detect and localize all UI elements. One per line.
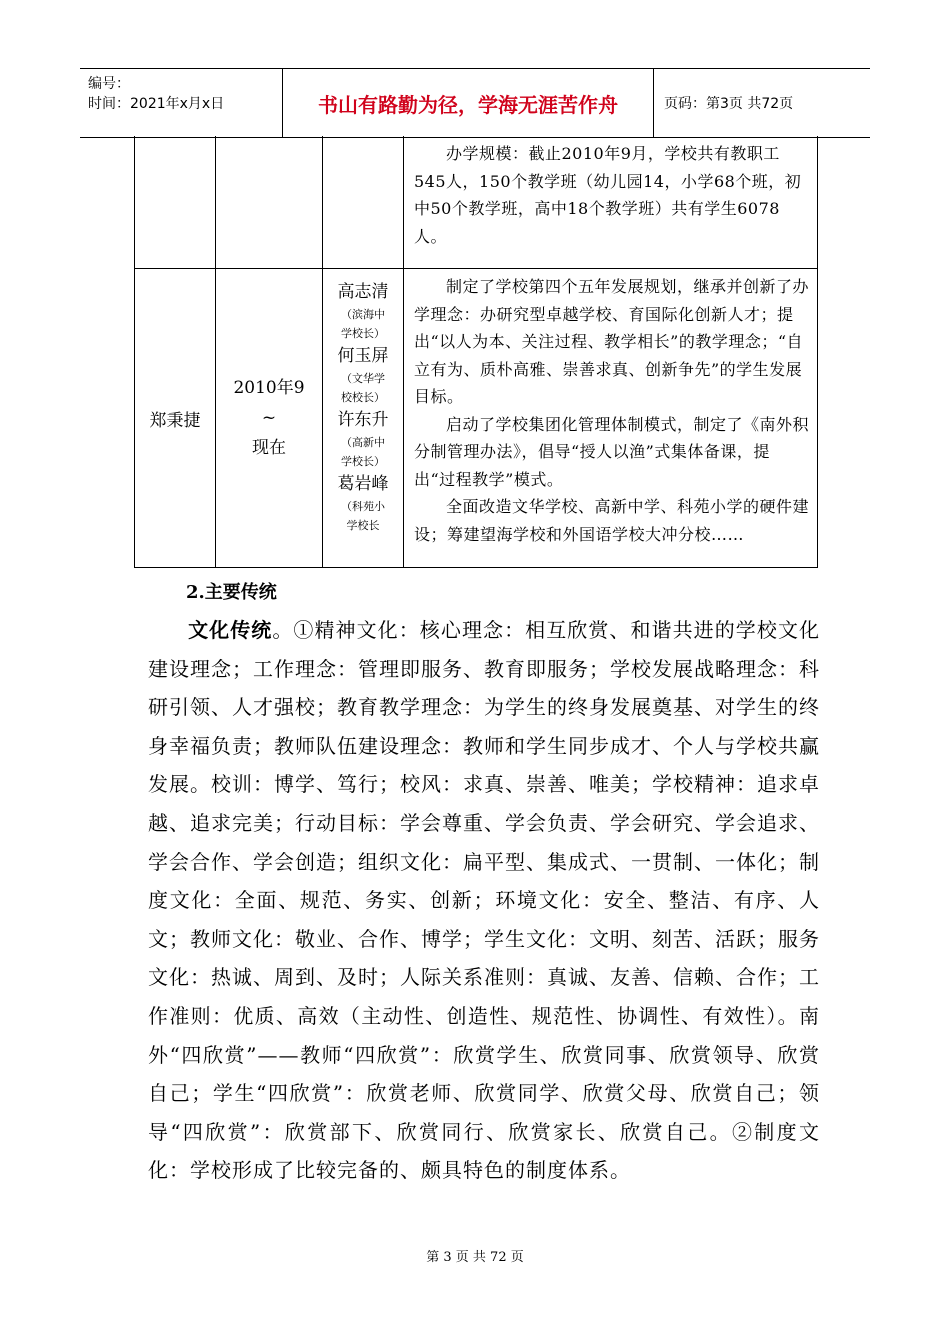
person-note: （滨海中学校长） [341, 308, 385, 340]
paragraph-lead: 文化传统 [188, 618, 273, 642]
culture-paragraph [148, 611, 820, 1190]
person-name: 葛岩峰 [337, 474, 389, 494]
description-cell [404, 269, 817, 567]
table-row [135, 268, 817, 567]
header-meta [80, 69, 280, 137]
achievement-paragraph: 启动了学校集团化管理体制模式，制定了《南外积分制管理办法》，倡导“授人以渔”式集体备课，提出“过程教学”模式。 [414, 414, 810, 489]
period-start: 2010年9 [233, 378, 305, 398]
scale-paragraph: 办学规模：截止2010年9月，学校共有教职工545人，150个教学班（幼儿园14，小学68个班，初中50个教学班，高中18个教学班）共有学生6078人。 [414, 144, 802, 246]
description-cell [404, 136, 817, 268]
person-note: （文华学校校长） [341, 372, 385, 404]
person-name: 高志清 [337, 282, 389, 302]
table-row [135, 136, 817, 268]
principal-cell: 郑秉捷 [135, 269, 216, 567]
person-note: （高新中学校长） [341, 436, 385, 468]
achievement-paragraph: 全面改造文华学校、高新中学、科苑小学的硬件建设；筹建望海学校和外国语学校大冲分校…… [414, 497, 810, 544]
period-tilde: ~ [261, 408, 277, 428]
period-cell [216, 136, 323, 268]
people-cell [323, 136, 404, 268]
period-end: 现在 [252, 438, 286, 458]
page-footer: 第 3 页 共 72 页 [426, 1250, 524, 1265]
doc-code-label: 编号： [88, 76, 130, 92]
period-cell [216, 269, 323, 567]
page-header [80, 68, 870, 138]
paragraph-body: 。①精神文化：核心理念：相互欣赏、和谐共进的学校文化建设理念；工作理念：管理即服务、教育即服务；学校发展战略理念：科研引领、人才强校；教育教学理念：为学生的终身发展奠基、对学生的终身幸福负责；教师队伍建设理念：教师和学生同步成才、个人与学校共赢发展。校训：博学、笃行；校风：求真、崇善、唯美；学校精神：追求卓越、追求完美；行动目标：学会尊重、学会负责、学会研究、学会追求、学会合作、学会创造；组织文化：扁平型、集成式、一贯制、一体化；制度文化：全面、规范、务实、创新；环境文化：安全、整洁、有序、人文；教师文化：敬业、合作、博学；学生文化：文明、刻苦、活跃；服务文化：热诚、周到、及时；人际关系准则：真诚、友善、信赖、合作；工作准则：优质、高效（主动性、创造性、规范性、协调性、有效性）。南外“四欣赏”——教师“四欣赏”：欣赏学生、欣赏同事、欣赏领导、欣赏自己；学生“四欣赏”：欣赏老师、欣赏同学、欣赏父母、欣赏自己；领导“四欣赏”：欣赏部下、欣赏同行、欣赏家长、欣赏自己。②制度文化：学校形成了比较完备的、颇具特色的制度体系。 [148, 618, 821, 1183]
achievement-paragraph: 制定了学校第四个五年发展规划，继承并创新了办学理念：办研究型卓越学校、育国际化创新人才；提出“以人为本、关注过程、教学相长”的教学理念；“自立有为、质朴高雅、崇善求真、创新争先”的学生发展目标。 [414, 277, 810, 406]
people-cell [323, 269, 404, 567]
header-motto: 书山有路勤为径，学海无涯苦作舟 [282, 69, 654, 137]
section-title: 2.主要传统 [186, 582, 277, 603]
doc-date-label: 时间：2021年x月x日 [88, 96, 225, 112]
header-page-info: 页码：第3页 共72页 [664, 96, 794, 112]
person-note: （科苑小学校长 [341, 500, 385, 532]
history-table [134, 136, 818, 568]
person-name: 许东升 [337, 410, 389, 430]
person-name: 何玉屏 [337, 346, 389, 366]
principal-cell [135, 136, 216, 268]
